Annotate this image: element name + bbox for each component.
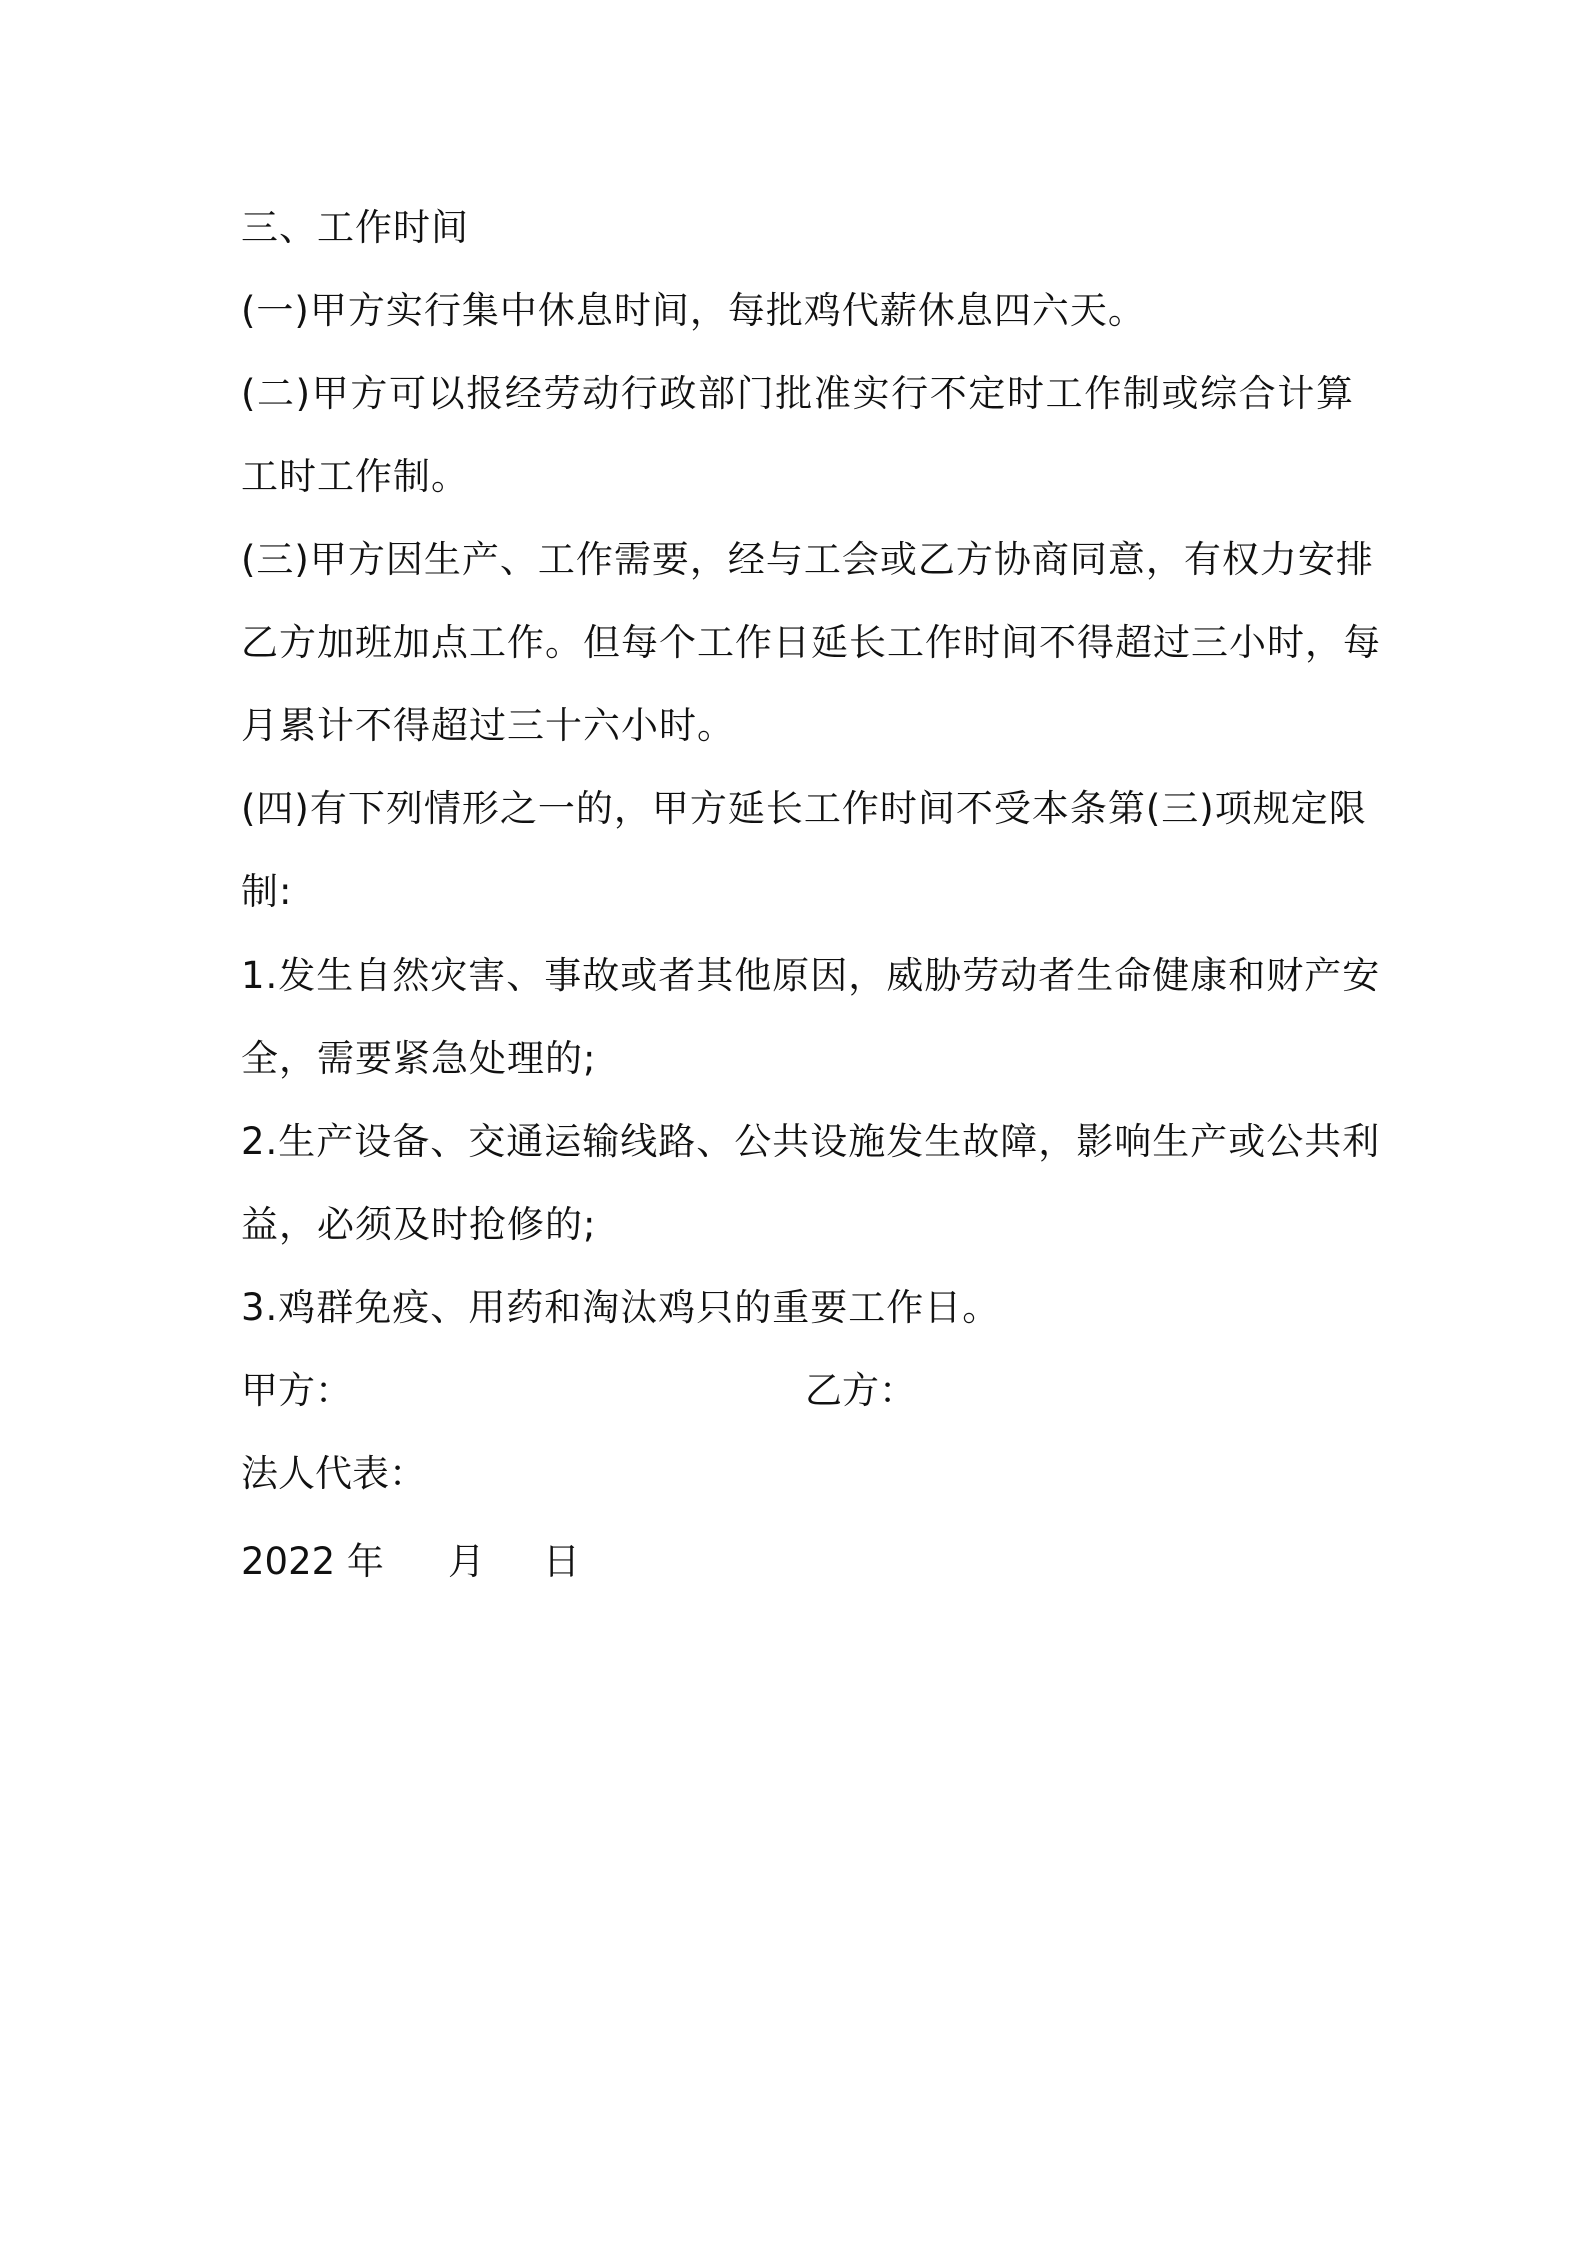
party-b-label: 乙方： — [805, 1369, 916, 1412]
paragraph-2-line-2: 工时工作制。 — [241, 455, 469, 498]
list-item-2-line-2: 益，必须及时抢修的; — [241, 1203, 597, 1246]
list-item-2-line-1: 2.生产设备、交通运输线路、公共设施发生故障，影响生产或公共利 — [241, 1120, 1381, 1163]
section-heading: 三、工作时间 — [241, 206, 469, 249]
paragraph-3-line-1: (三)甲方因生产、工作需要，经与工会或乙方协商同意，有权力安排 — [241, 538, 1374, 581]
date-year: 2022 年 — [241, 1540, 384, 1583]
legal-representative-label: 法人代表： — [241, 1452, 426, 1495]
party-a-label: 甲方： — [241, 1369, 352, 1412]
list-item-1-line-2: 全，需要紧急处理的; — [241, 1037, 597, 1080]
paragraph-4-line-2: 制: — [241, 870, 293, 913]
date-day: 日 — [543, 1540, 580, 1583]
date-month: 月 — [448, 1540, 485, 1583]
paragraph-2-line-1: (二)甲方可以报经劳动行政部门批准实行不定时工作制或综合计算 — [241, 372, 1354, 415]
paragraph-3-line-3: 月累计不得超过三十六小时。 — [241, 704, 735, 747]
paragraph-3-line-2: 乙方加班加点工作。但每个工作日延长工作时间不得超过三小时，每 — [241, 621, 1381, 664]
list-item-1-line-1: 1.发生自然灾害、事故或者其他原因，威胁劳动者生命健康和财产安 — [241, 954, 1381, 997]
list-item-3: 3.鸡群免疫、用药和淘汰鸡只的重要工作日。 — [241, 1286, 1001, 1329]
paragraph-4-line-1: (四)有下列情形之一的，甲方延长工作时间不受本条第(三)项规定限 — [241, 787, 1367, 830]
paragraph-1: (一)甲方实行集中休息时间，每批鸡代薪休息四六天。 — [241, 289, 1146, 332]
